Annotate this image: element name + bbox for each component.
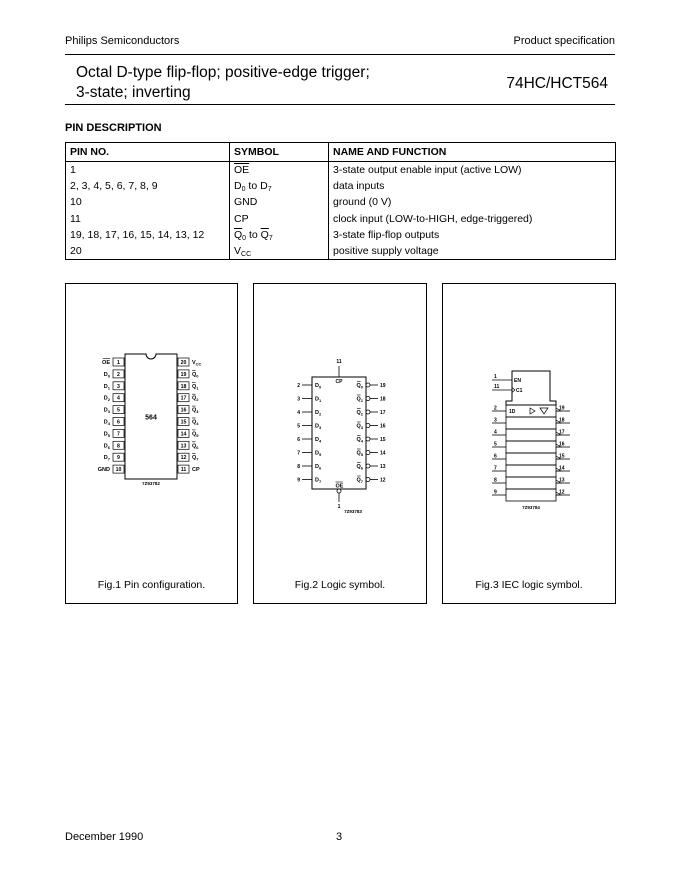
title-rule <box>65 104 615 105</box>
figure-pin-configuration <box>65 283 238 604</box>
pin-numbers: 19, 18, 17, 16, 15, 14, 13, 12 <box>66 227 230 243</box>
output-pin-number: 14 <box>380 450 386 457</box>
pin-symbol <box>230 162 329 179</box>
pin-label-subscript: 1 <box>107 385 110 391</box>
register-cell <box>506 453 556 465</box>
oe-label <box>336 484 344 490</box>
output-bubble <box>366 424 370 428</box>
input-pin-number: 6 <box>297 437 300 443</box>
pin-label-subscript: 4 <box>318 438 322 444</box>
table-row <box>66 243 616 260</box>
pin-function: positive supply voltage <box>329 243 616 260</box>
output-bubble <box>366 437 370 441</box>
input-pin-number: 6 <box>494 453 497 460</box>
output-pin-number: 18 <box>380 396 386 403</box>
output-label <box>356 451 363 458</box>
clock-pin-number: 11 <box>336 359 342 365</box>
pin-name <box>104 455 111 462</box>
symbol-range-letter: $\overline{Q}$ <box>260 228 269 241</box>
output-bubble <box>366 397 370 401</box>
pin-label-base: Q <box>356 383 361 389</box>
input-pin-number: 9 <box>494 489 497 496</box>
symbol-range <box>246 180 268 192</box>
register-cell <box>506 417 556 429</box>
company-name: Philips Semiconductors <box>65 35 180 47</box>
output-label <box>356 478 363 485</box>
pin-name <box>98 467 110 473</box>
drawing-code: 7Z93783 <box>344 509 362 514</box>
column-header: SYMBOL <box>230 143 329 162</box>
output-label <box>356 464 363 471</box>
pin-label-subscript: 3 <box>107 409 110 415</box>
column-header: PIN NO. <box>66 143 230 162</box>
pin-number: 1 <box>117 360 120 366</box>
register-cell <box>506 489 556 501</box>
input-label <box>315 410 322 417</box>
pin-label-subscript: 4 <box>107 421 110 426</box>
pin-label-base: Q <box>192 395 197 402</box>
pin-label-subscript: 1 <box>318 398 322 403</box>
pin-label-base: Q <box>192 455 197 462</box>
output-label <box>356 397 363 404</box>
pin-label-base: Q <box>356 450 361 457</box>
pin-number: 6 <box>117 419 120 426</box>
title-line-1: Octal D-type flip-flop; positive-edge trigger; <box>76 64 370 81</box>
pin-label-subscript: 4 <box>360 438 363 444</box>
output-pin-number: 15 <box>559 453 565 460</box>
pin-number: 13 <box>180 443 187 450</box>
output-pin-number: 13 <box>559 477 565 484</box>
pin-name <box>102 360 110 366</box>
pin-number: 12 <box>180 455 187 462</box>
table-row <box>66 211 616 227</box>
three-state-icon <box>540 408 548 414</box>
pin-label-base: D <box>315 423 319 430</box>
pin-label-subscript: 7 <box>360 479 363 484</box>
drawing-code: 7Z93784 <box>522 505 540 510</box>
register-cell <box>506 429 556 441</box>
logic-symbol-diagram <box>254 284 428 605</box>
pin-symbol <box>230 194 329 210</box>
pin-name <box>192 408 199 415</box>
oe-bubble <box>337 489 341 493</box>
output-pin-number: 16 <box>380 423 386 430</box>
symbol-subscript: CC <box>241 251 252 259</box>
pin-label-subscript: 0 <box>318 384 322 390</box>
pin-label-subscript: 7 <box>196 456 199 462</box>
pin-label-subscript: 0 <box>107 373 110 379</box>
pin-label-subscript: 6 <box>196 444 199 450</box>
symbol-main: GND <box>234 196 258 209</box>
symbol-subscript: 0 <box>242 234 247 242</box>
pin-number: 9 <box>117 455 120 462</box>
pin-label-base: OE <box>102 360 110 366</box>
pin-symbol <box>230 178 329 194</box>
pin-label-base: D <box>103 443 108 450</box>
pin-label-base: D <box>315 450 319 457</box>
pin-label-subscript: 0 <box>360 384 363 390</box>
output-pin-number: 16 <box>559 441 565 448</box>
figure-caption: Fig.1 Pin configuration. <box>97 579 206 591</box>
pin-name <box>192 431 199 438</box>
symbol-main: $\overline{Q}$ <box>234 228 243 241</box>
pin-name <box>192 443 199 450</box>
pin-label-subscript: 7 <box>318 479 322 484</box>
column-header: NAME AND FUNCTION <box>329 143 616 162</box>
figure-logic-symbol <box>253 283 427 604</box>
pin-label-subscript: 0 <box>196 373 199 379</box>
pin-name <box>104 431 111 438</box>
pin-name <box>104 396 111 403</box>
pin-label-subscript: 1 <box>196 385 199 391</box>
chip-label: 564 <box>145 414 157 422</box>
input-label <box>315 451 322 458</box>
pin-label-base: D <box>315 437 319 443</box>
pin-number: 19 <box>180 371 187 378</box>
document-title <box>76 63 370 103</box>
pin-name <box>192 372 199 379</box>
pin-number: 11 <box>180 467 187 474</box>
pin-label-base: D <box>315 396 319 403</box>
c1-pin-number: 11 <box>494 384 500 390</box>
pin-number: 16 <box>180 407 187 414</box>
pin-label-base: D <box>315 410 319 416</box>
document-type: Product specification <box>513 35 615 47</box>
pin-label-base: D <box>103 407 108 414</box>
pin-numbers: 10 <box>66 194 230 210</box>
pin-label-base: CP <box>192 467 200 474</box>
output-pin-number: 13 <box>380 464 386 470</box>
input-pin-number: 3 <box>297 396 300 403</box>
c1-label: C1 <box>516 388 523 394</box>
output-label <box>356 410 363 417</box>
table-header-row <box>66 143 616 162</box>
output-pin-number: 15 <box>380 437 386 443</box>
register-cell <box>506 477 556 489</box>
pin-label-base: Q <box>192 431 197 438</box>
buffer-icon <box>530 408 535 414</box>
pin-name <box>192 384 199 391</box>
pin-number: 14 <box>180 431 187 438</box>
pin-name <box>192 420 199 427</box>
logic-block <box>312 377 366 489</box>
input-pin-number: 7 <box>297 450 300 457</box>
pin-label-base: Q <box>356 477 361 484</box>
input-pin-number: 7 <box>494 465 497 472</box>
output-pin-number: 17 <box>559 429 565 436</box>
register-cell <box>506 441 556 453</box>
symbol-subscript: 7 <box>267 186 272 194</box>
pin-function: data inputs <box>329 178 616 194</box>
pin-name <box>192 455 199 462</box>
figure-iec-logic-symbol <box>442 283 616 604</box>
d-label: 1D <box>509 409 516 415</box>
pin-label-subscript: 6 <box>318 465 322 471</box>
pin-label-subscript: 3 <box>196 409 199 415</box>
pin-name <box>104 443 111 450</box>
pin-numbers: 1 <box>66 162 230 179</box>
symbol-subscript: 7 <box>268 234 273 242</box>
output-label <box>356 437 363 444</box>
input-pin-number: 5 <box>494 441 497 448</box>
input-pin-number: 8 <box>494 477 497 484</box>
oe-pin-number: 1 <box>337 504 341 510</box>
input-pin-number: 9 <box>297 477 300 484</box>
pin-label-base: OE <box>335 483 344 490</box>
output-pin-number: 19 <box>380 383 386 389</box>
symbol-main: CP <box>234 212 249 225</box>
pin-label-base: Q <box>356 464 361 470</box>
pin-label-base: Q <box>192 419 197 426</box>
footer-date: December 1990 <box>65 831 144 843</box>
pin-label-base: D <box>315 464 319 470</box>
pin-number: 7 <box>117 431 120 438</box>
pin-label-base: D <box>103 383 108 390</box>
symbol-range-text: to <box>245 180 261 193</box>
pin-symbol <box>230 243 329 260</box>
output-pin-number: 18 <box>559 417 565 424</box>
input-label <box>315 437 322 444</box>
pin-label-base: D <box>103 431 108 438</box>
page-number: 3 <box>336 831 343 843</box>
pin-function: 3-state flip-flop outputs <box>329 227 616 243</box>
input-label <box>315 383 322 390</box>
input-pin-number: 8 <box>297 464 300 470</box>
pin-label-subscript: 5 <box>318 452 322 457</box>
output-pin-number: 14 <box>559 465 565 472</box>
section-title: PIN DESCRIPTION <box>65 122 162 134</box>
pin-label-subscript: 2 <box>196 397 199 403</box>
output-bubble <box>366 410 370 414</box>
output-pin-number: 19 <box>559 405 565 412</box>
symbol-range <box>246 229 269 241</box>
symbol-main: D <box>234 180 242 193</box>
pin-number: 18 <box>180 383 187 390</box>
pin-symbol <box>230 211 329 227</box>
output-bubble <box>366 464 370 468</box>
input-label <box>315 424 322 431</box>
pin-number: 20 <box>180 360 187 366</box>
pin-label-subscript: CC <box>195 361 202 367</box>
pin-label-subscript: 1 <box>360 398 363 403</box>
output-pin-number: 12 <box>380 477 386 484</box>
pin-numbers: 2, 3, 4, 5, 6, 7, 8, 9 <box>66 178 230 194</box>
pin-label-base: D <box>103 419 108 426</box>
pin-label-base: Q <box>356 423 361 430</box>
symbol-main: $\overline{OE}$ <box>234 164 250 177</box>
header-rule <box>65 54 615 55</box>
symbol-range-letter: D <box>260 180 268 193</box>
pin-label-subscript: 3 <box>318 425 322 430</box>
pin-number: 2 <box>117 371 120 378</box>
pin-label-subscript: 2 <box>318 411 322 417</box>
table-row <box>66 162 616 179</box>
output-pin-number: 12 <box>559 489 565 496</box>
pin-label-base: D <box>315 477 319 484</box>
pin-label-subscript: 5 <box>196 432 199 438</box>
pin-label-base: D <box>103 455 108 462</box>
pin-label-subscript: 2 <box>360 411 363 417</box>
table-row <box>66 227 616 243</box>
symbol-range-text: to <box>246 228 261 241</box>
pin-description-table <box>65 142 616 260</box>
pin-label-base: V <box>192 360 196 366</box>
pin-label-base: D <box>103 395 108 402</box>
pin-name <box>192 467 200 473</box>
input-pin-number: 2 <box>297 383 300 389</box>
pin-label-base: D <box>103 371 108 378</box>
input-label <box>315 478 322 485</box>
pin-label-base: Q <box>192 371 197 378</box>
input-pin-number: 2 <box>494 405 497 412</box>
part-number: 74HC/HCT564 <box>506 75 608 92</box>
pin-label-base: Q <box>192 443 197 450</box>
pin-number: 3 <box>117 383 120 390</box>
figure-caption: Fig.3 IEC logic symbol. <box>475 579 583 591</box>
output-bubble <box>366 478 370 482</box>
pin-number: 17 <box>180 395 187 402</box>
pin-label-base: Q <box>356 396 361 403</box>
pin-number: 4 <box>117 395 120 402</box>
pin-name <box>104 372 111 379</box>
input-pin-number: 4 <box>494 429 497 436</box>
input-label <box>315 397 322 404</box>
pin-name <box>192 396 199 403</box>
pin-number: 10 <box>115 467 122 474</box>
table-row <box>66 194 616 210</box>
pin-label-base: Q <box>356 437 361 443</box>
input-pin-number: 4 <box>297 410 300 416</box>
table-row <box>66 178 616 194</box>
clock-label: CP <box>335 379 343 385</box>
iec-logic-symbol-diagram <box>443 284 617 605</box>
input-pin-number: 3 <box>494 417 497 424</box>
pin-function: clock input (LOW-to-HIGH, edge-triggered) <box>329 211 616 227</box>
pin-symbol <box>230 227 329 243</box>
pin-number: 15 <box>180 419 187 426</box>
en-pin-number: 1 <box>494 374 497 380</box>
input-label <box>315 464 322 471</box>
pin-label-base: Q <box>356 410 361 416</box>
pin-label-base: Q <box>192 407 197 414</box>
pin-label-subscript: 3 <box>360 425 363 430</box>
pin-label-subscript: 5 <box>360 452 363 457</box>
pin-numbers: 20 <box>66 243 230 260</box>
pin-number: 8 <box>117 443 120 450</box>
pin-name <box>104 384 111 391</box>
pin-label-subscript: 2 <box>107 397 110 403</box>
pin-label-subscript: 6 <box>107 444 110 450</box>
pin-label-subscript: 6 <box>360 465 363 471</box>
pin-numbers: 11 <box>66 211 230 227</box>
pin-number: 5 <box>117 407 120 414</box>
register-cell <box>506 465 556 477</box>
title-line-2: 3-state; inverting <box>76 84 191 101</box>
pin-name <box>104 408 111 415</box>
symbol-main: V <box>234 245 242 258</box>
input-pin-number: 5 <box>297 423 300 430</box>
drawing-code: 7Z93782 <box>142 481 160 486</box>
output-bubble <box>366 383 370 387</box>
output-pin-number: 17 <box>380 410 386 416</box>
pin-label-base: Q <box>192 383 197 390</box>
pin-label-base: D <box>315 383 319 389</box>
pin-configuration-diagram <box>66 284 239 605</box>
control-block <box>506 371 556 405</box>
pin-name <box>192 360 202 367</box>
pin-label-subscript: 4 <box>196 421 199 426</box>
output-bubble <box>366 451 370 455</box>
pin-label-base: GND <box>97 467 110 474</box>
pin-function: ground (0 V) <box>329 194 616 210</box>
en-label: EN <box>514 378 521 384</box>
pin-name <box>104 420 111 427</box>
symbol-subscript: 0 <box>241 186 246 194</box>
output-label <box>356 383 363 390</box>
figure-caption: Fig.2 Logic symbol. <box>294 579 386 591</box>
output-label <box>356 424 363 431</box>
pin-function: 3-state output enable input (active LOW) <box>329 162 616 179</box>
pin-label-subscript: 5 <box>107 432 110 438</box>
pin-label-subscript: 7 <box>107 456 110 462</box>
